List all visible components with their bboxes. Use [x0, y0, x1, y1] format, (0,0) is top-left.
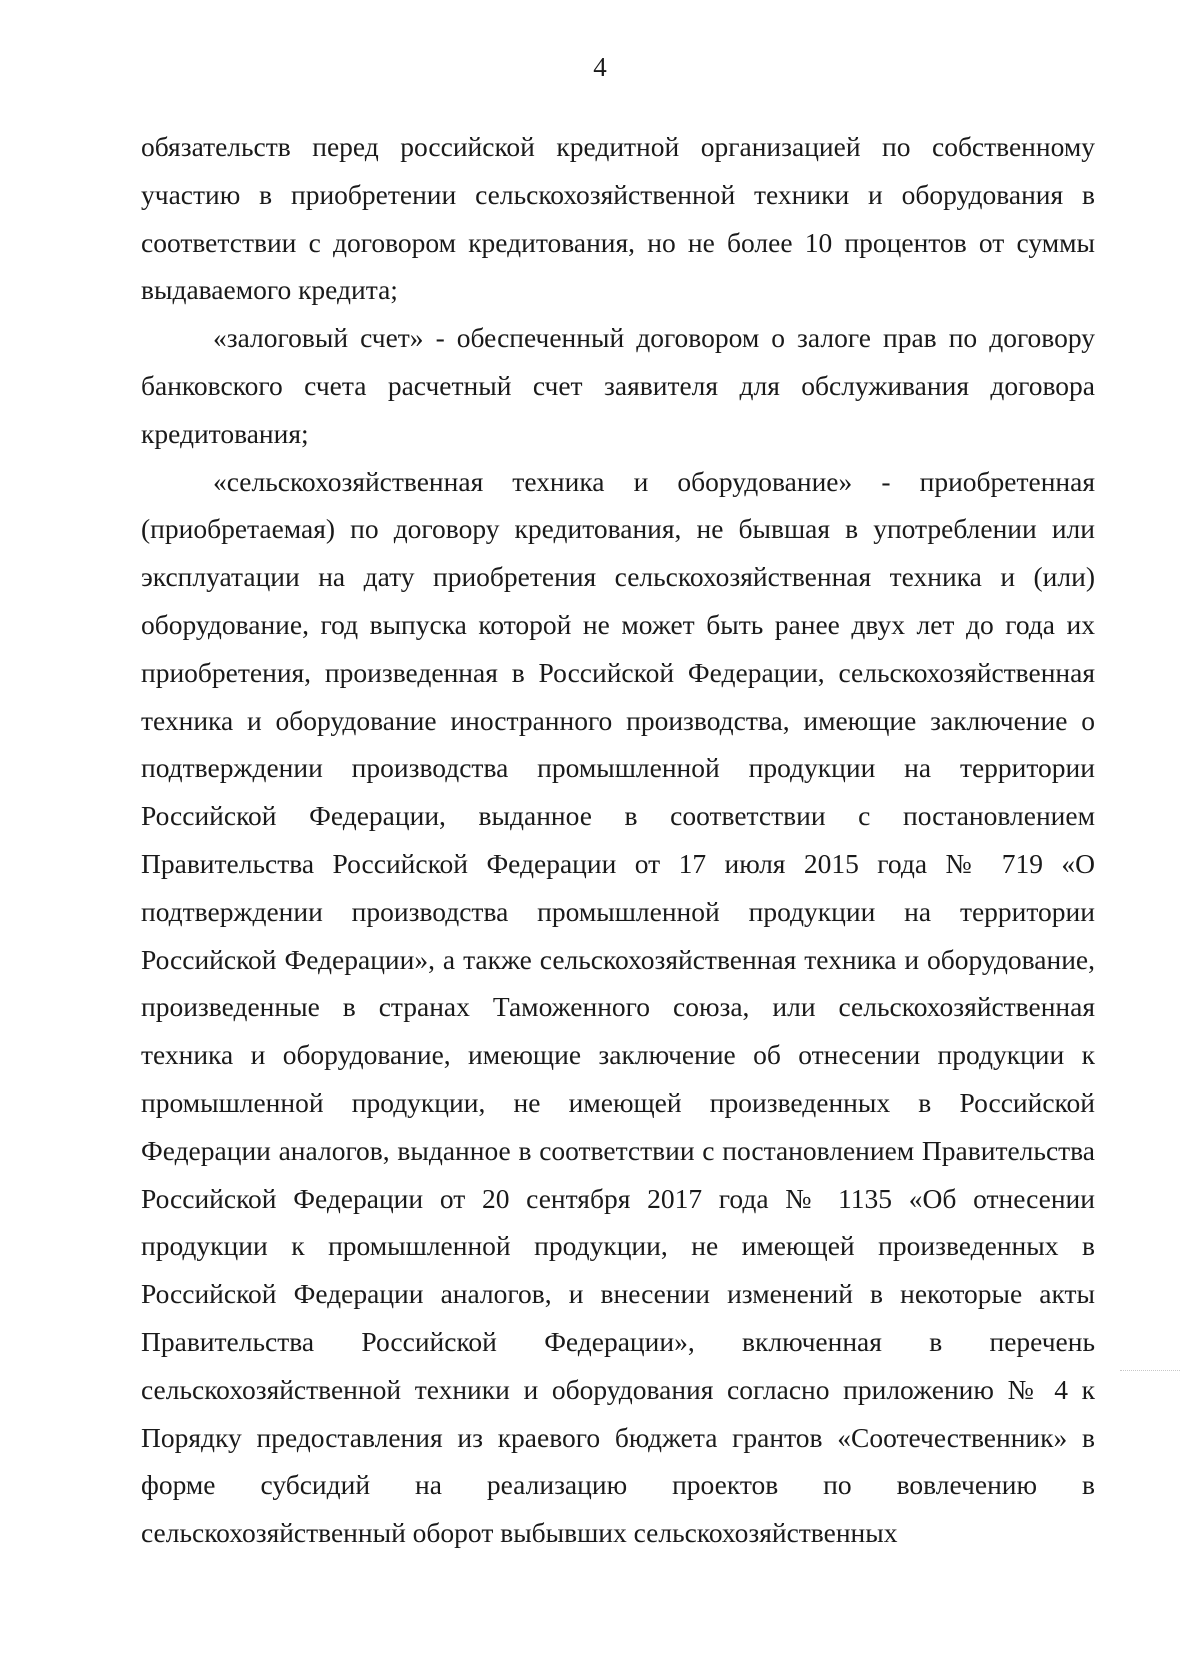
page-number: 4 [593, 52, 607, 82]
paragraph-agricultural-equipment: «сельскохозяйственная техника и оборудование» - приобретенная (приобретаемая) по договору кредитования, не бывшая в употреблении или эксплуатации на дату приобретения сельскохозяйственная техника и (или) оборудование, год выпуска которой не может быть ранее двух лет до года их приобретения, произведенная в Российской Федерации, сельскохозяйственная техника и оборудование иностранного производства, имеющие заключение о подтверждении производства промышленной продукции на территории Российской Федерации, выданное в соответствии с постановлением Правительства Российской Федерации от 17 июля 2015 года № 719 «О подтверждении производства промышленной продукции на территории Российской Федерации», а также сельскохозяйственная техника и оборудование, произведенные в странах Таможенного союза, или сельскохозяйственная техника и оборудование, имеющие заключение об отнесении продукции к промышленной продукции, не имеющей произведенных в Российской Федерации аналогов, выданное в соответствии с постановлением Правительства Российской Федерации от 20 сентября 2017 года № 1135 «Об отнесении продукции к промышленной продукции, не имеющей произведенных в Российской Федерации аналогов, и внесении изменений в некоторые акты Правительства Российской Федерации», включенная в перечень сельскохозяйственной техники и оборудования согласно приложению № 4 к Порядку предоставления из краевого бюджета грантов «Соотечественник» в форме субсидий на реализацию проектов по вовлечению в сельскохозяйственный оборот выбывших сельскохозяйственных [141, 465, 1095, 1549]
scan-artifact [1120, 1370, 1180, 1373]
paragraph-collateral-account: «залоговый счет» - обеспеченный договором о залоге прав по договору банковского счета расчетный счет заявителя для обслуживания договора кредитования; [141, 322, 1095, 449]
paragraph-credit-obligations: обязательств перед российской кредитной организацией по собственному участию в приобретении сельскохозяйственной техники и оборудования в соответствии с договором кредитования, но не более 10 процентов от суммы выдаваемого кредита; [141, 131, 1095, 306]
document-body [141, 123, 1095, 1557]
